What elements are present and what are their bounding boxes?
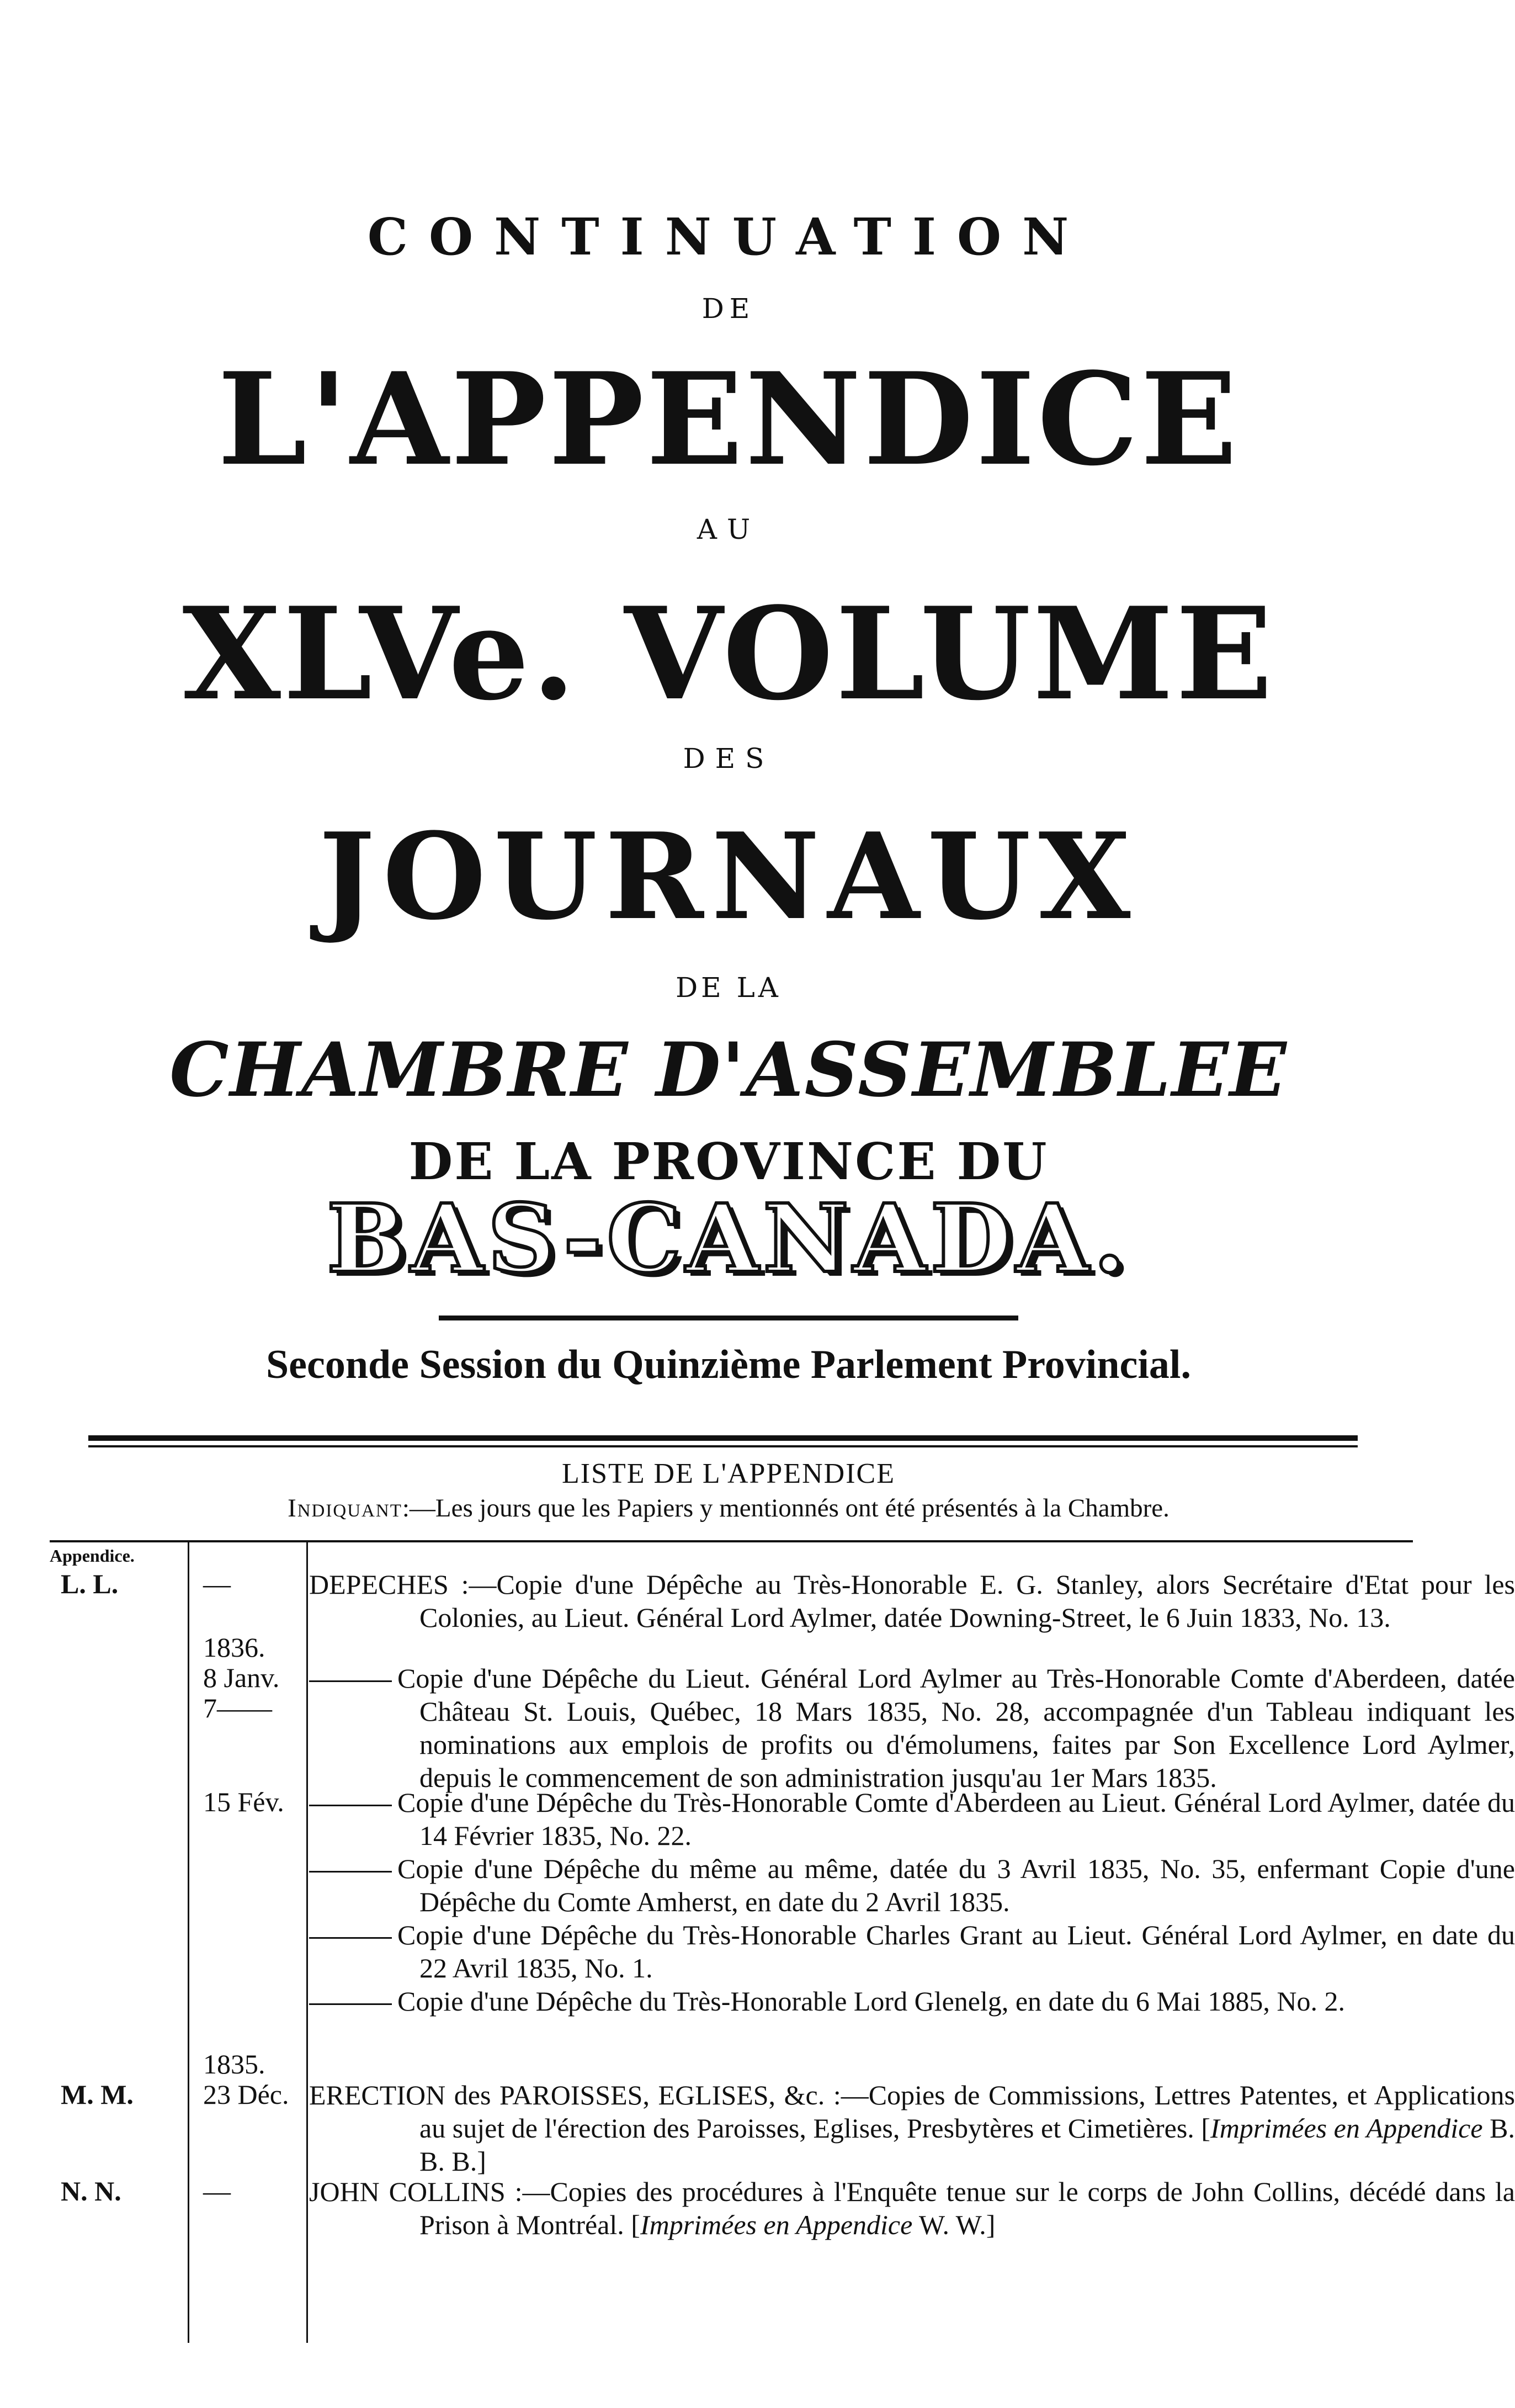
entry-date: 23 Déc. [203,2079,289,2110]
entry-note-italic: Imprimées en Appendice [640,2209,913,2240]
title-de: DE [701,293,756,325]
entry-text: DEPECHES :—Copie d'une Dépêche au Très-Honorable E. G. Stanley, alors Secrétaire d'Etat pour les Colonies, au Lieut. Général Lord Aylmer, datée Downing-Street, le 6 Juin 1833, No. 13. [309,1569,1515,1633]
divider-double-thin [88,1445,1358,1447]
entry-text-body: Copie d'une Dépêche du Très-Honorable Charles Grant au Lieut. Général Lord Aylmer, en date du 22 Avril 1835, No. 1. [397,1919,1515,1983]
appendix-column-header: Appendice. [50,1546,135,1566]
entry-date: 1836. [203,1632,265,1663]
entry-text [309,1662,1515,1794]
dash-rule [309,1871,392,1873]
entry-note-open: [ [631,2209,640,2240]
table-divider-1 [188,1542,189,2343]
entry-note-close: W. W.] [912,2209,996,2240]
session-line: Seconde Session du Quinzième Parlement Provincial. [266,1342,1191,1387]
entry-date: 1835. [203,2049,265,2080]
list-subheading [0,1493,1457,1523]
entry-date: 8 Janv. [203,1662,280,1693]
dash-rule [309,2003,392,2005]
appendix-code: N. N. [61,2176,121,2207]
title-de-la: DE LA [676,972,782,1004]
dash-rule [309,1937,392,1939]
title-chambre: CHAMBRE D'ASSEMBLEE [169,1026,1288,1113]
entry-text-body: Copie d'une Dépêche du même au même, datée du 3 Avril 1835, No. 35, enfermant Copie d'une Dépêche du Comte Amherst, en date du 2 Avril 1835. [397,1853,1515,1917]
title-au: AU [697,513,761,545]
appendix-code: L. L. [61,1568,119,1599]
table-divider-2 [306,1542,308,2343]
entry-text-body: ERECTION des PAROISSES, EGLISES, &c. :—Copies de Commissions, Lettres Patentes, et Applications au sujet de l'érection des Paroisses, Eglises, Presbytères et Cimetières. [309,2080,1515,2144]
appendix-code: M. M. [61,2079,134,2110]
entry-text-body: Copie d'une Dépêche du Lieut. Général Lord Aylmer au Très-Honorable Comte d'Aberdeen, datée Château St. Louis, Québec, 18 Mars 1835, No. 28, accompagnée d'un Tableau indiquant les nominations aux emplois de profits ou d'émolumens, faites par Son Excellence Lord Aylmer, depuis le commencement de son administration jusqu'au 1er Mars 1835. [397,1663,1515,1793]
entry-date: 7—— [203,1693,272,1723]
entry-text [309,1786,1515,1852]
entry-date: — [203,1568,231,1599]
entry-text [309,1985,1515,2018]
list-heading: LISTE DE L'APPENDICE [561,1458,895,1489]
divider-short [439,1316,1018,1320]
title-appendice: L'APPENDICE [217,345,1240,494]
title-continuation: CONTINUATION [367,207,1090,267]
title-bas-canada: BAS-CANADA. [326,1184,1131,1294]
entry-note-close: B. B. B.] [419,2113,1515,2177]
entry-text [309,2078,1515,2178]
dash-rule [309,1680,392,1682]
entry-date: 15 Fév. [203,1786,284,1817]
entry-text [309,2175,1515,2241]
entry-note-italic: Imprimées en Appendice [1210,2113,1483,2144]
title-volume: XLVe. VOLUME [182,580,1275,729]
indiquant-label: Indiquant [288,1494,402,1523]
entry-date: — [203,2176,231,2207]
entry-text-body: JOHN COLLINS :—Copies des procédures à l'Enquête tenue sur le corps de John Collins, décédé dans la Prison à Montréal. [309,2176,1515,2240]
entry-text [309,1852,1515,1918]
table-top-rule [50,1540,1413,1542]
title-journaux: JOURNAUX [318,807,1139,946]
entry-text [309,1918,1515,1985]
dash-rule [309,1805,392,1806]
divider-double-thick [88,1435,1358,1441]
indiquant-text: :—Les jours que les Papiers y mentionnés ont été présentés à la Chambre. [402,1494,1170,1523]
title-province: DE LA PROVINCE DU [408,1132,1049,1191]
entry-text-body: Copie d'une Dépêche du Très-Honorable Comte d'Aberdeen au Lieut. Général Lord Aylmer, datée du 14 Février 1835, No. 22. [397,1787,1515,1851]
entry-text-body: Copie d'une Dépêche du Très-Honorable Lord Glenelg, en date du 6 Mai 1885, No. 2. [397,1986,1345,2017]
title-des: DES [683,742,774,775]
entry-note-open: [ [1201,2113,1211,2144]
